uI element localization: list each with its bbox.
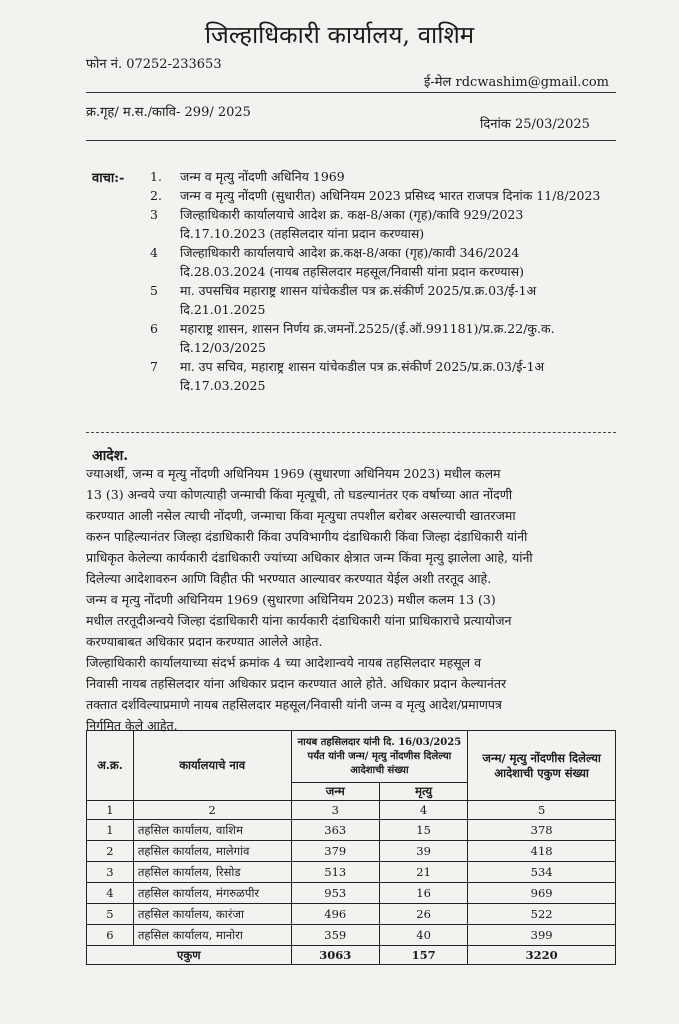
- read-label: वाचा:-: [92, 171, 125, 186]
- reference-number-label: 1.: [150, 169, 162, 184]
- paragraph-line: करुन पाहिल्यानंतर जिल्हा दंडाधिकारी किंवा उपविभागीय दंडाधिकारी किंवा जिल्हा दंडाधिकारी यांनी: [86, 529, 528, 544]
- cell-sr: 6: [87, 925, 134, 946]
- paragraph-line: निवासी नायब तहसिलदार यांना अधिकार प्रदान करण्यात आले होते. अधिकार प्रदान केल्यानंतर: [86, 676, 507, 691]
- orders-table: [86, 730, 616, 965]
- reference-number: क्र.गृह/ म.स./कावि- 299/ 2025: [86, 105, 251, 120]
- reference-line: मा. उपसचिव महाराष्ट्र शासन यांचेकडील पत्र क्र.संकीर्ण 2025/प्र.क्र.03/ई-1अ: [180, 283, 537, 298]
- paragraph-line: ज्याअर्थी, जन्म व मृत्यु नोंदणी अधिनियम 1969 (सुधारणा अधिनियम 2023) मधील कलम: [86, 466, 501, 481]
- cell-birth: 953: [291, 883, 379, 904]
- phone-number: फोन नं. 07252-233653: [86, 57, 222, 72]
- cell-total-label: एकुण: [87, 946, 292, 965]
- column-number: 3: [291, 801, 379, 820]
- paragraph-line: 13 (3) अन्वये ज्या कोणत्याही जन्माची किंवा मृत्यूची, तो घडल्यानंतर एक वर्षाच्या आत नोंदणी: [86, 487, 513, 502]
- cell-office: तहसिल कार्यालय, वाशिम: [133, 820, 291, 841]
- reference-number-label: 5: [150, 283, 158, 298]
- column-number: 5: [468, 801, 616, 820]
- email-address: ई-मेल rdcwashim@gmail.com: [424, 75, 610, 90]
- header-total: जन्म/ मृत्यु नोंदणीस दिलेल्या आदेशाची एकुण संख्या: [468, 731, 616, 801]
- table-row: [87, 862, 616, 883]
- reference-line: दि.17.10.2023 (तहसिलदार यांना प्रदान करण्यास): [180, 226, 425, 241]
- cell-death: 39: [379, 841, 467, 862]
- office-title: जिल्हाधिकारी कार्यालय, वाशिम: [204, 21, 475, 49]
- cell-death: 40: [379, 925, 467, 946]
- reference-line: दि.28.03.2024 (नायब तहसिलदार महसूल/निवासी यांना प्रदान करण्यास): [180, 264, 524, 279]
- paragraph-line: मधील तरतूदीअन्वये जिल्हा दंडाधिकारी यांना कार्यकारी दंडाधिकारी यांना प्राधिकाराचे प्रत्यायोजन: [86, 613, 512, 628]
- table-row: [87, 883, 616, 904]
- paragraph-line: जन्म व मृत्यु नोंदणी अधिनियम 1969 (सुधारणा अधिनियम 2023) मधील कलम 13 (3): [86, 592, 496, 607]
- reference-line: दि.21.01.2025: [180, 302, 266, 317]
- reference-number-label: 4: [150, 245, 158, 260]
- cell-birth: 359: [291, 925, 379, 946]
- header-sr: अ.क्र.: [87, 731, 134, 801]
- table-row: [87, 904, 616, 925]
- cell-sr: 3: [87, 862, 134, 883]
- document-date: दिनांक 25/03/2025: [480, 117, 590, 132]
- reference-line: जन्म व मृत्यु नोंदणी (सुधारीत) अधिनियम 2023 प्रसिध्द भारत राजपत्र दिनांक 11/8/2023: [180, 188, 601, 203]
- cell-birth: 363: [291, 820, 379, 841]
- paragraph-line: करण्याबाबत अधिकार प्रदान करण्यात आलेले आहेत.: [86, 634, 323, 649]
- column-number-row: [87, 801, 616, 820]
- cell-office: तहसिल कार्यालय, रिसोड: [133, 862, 291, 883]
- cell-total: 399: [468, 925, 616, 946]
- cell-grand-total: 3220: [468, 946, 616, 965]
- section-divider: [86, 432, 616, 433]
- reference-number-label: 2.: [150, 188, 162, 203]
- header-office: कार्यालयाचे नाव: [133, 731, 291, 801]
- cell-death: 21: [379, 862, 467, 883]
- reference-line: मा. उप सचिव, महाराष्ट्र शासन यांचेकडील पत्र क्र.संकीर्ण 2025/प्र.क्र.03/ई-1अ: [180, 359, 545, 374]
- reference-line: दि.12/03/2025: [180, 340, 266, 355]
- table-row: [87, 841, 616, 862]
- cell-office: तहसिल कार्यालय, मानोरा: [133, 925, 291, 946]
- paragraph-line: करण्यात आली नसेल त्याची नोंदणी, जन्माचा किंवा मृत्युचा तपशील बरोबर असल्याची खातरजमा: [86, 508, 516, 523]
- reference-number-label: 6: [150, 321, 158, 336]
- cell-death: 15: [379, 820, 467, 841]
- reference-line: महाराष्ट्र शासन, शासन निर्णय क्र.जमनों.2525/(ई.ऑ.991181)/प्र.क्र.22/कु.क.: [180, 321, 555, 336]
- header-issued-group: नायब तहसिलदार यांनी दि. 16/03/2025 पर्यंत यांनी जन्म/ मृत्यु नोंदणीस दिलेल्या आदेशाची संख्या: [291, 731, 468, 783]
- reference-item: [150, 243, 650, 281]
- cell-sr: 5: [87, 904, 134, 925]
- reference-list: [150, 167, 650, 395]
- cell-office: तहसिल कार्यालय, मालेगांव: [133, 841, 291, 862]
- header-death: मृत्यु: [379, 783, 467, 801]
- cell-office: तहसिल कार्यालय, मंगरुळपीर: [133, 883, 291, 904]
- column-number: 1: [87, 801, 134, 820]
- cell-sr: 1: [87, 820, 134, 841]
- reference-line: जिल्हाधिकारी कार्यालयाचे आदेश क्र.कक्ष-8/अका (गृह)/कावी 346/2024: [180, 245, 520, 260]
- reference-number-label: 7: [150, 359, 158, 374]
- reference-line: जिल्हाधिकारी कार्यालयाचे आदेश क्र. कक्ष-8/अका (गृह)/कावि 929/2023: [180, 207, 524, 222]
- column-number: 2: [133, 801, 291, 820]
- column-number: 4: [379, 801, 467, 820]
- cell-total: 418: [468, 841, 616, 862]
- cell-total: 969: [468, 883, 616, 904]
- reference-line: दि.17.03.2025: [180, 378, 266, 393]
- order-paragraph-3: [86, 652, 616, 736]
- table-row: [87, 820, 616, 841]
- cell-death: 26: [379, 904, 467, 925]
- reference-number-label: 3: [150, 207, 158, 222]
- paragraph-line: जिल्हाधिकारी कार्यालयाच्या संदर्भ क्रमांक 4 च्या आदेशान्वये नायब तहसिलदार महसूल व: [86, 655, 482, 670]
- cell-office: तहसिल कार्यालय, कारंजा: [133, 904, 291, 925]
- table-body: [87, 801, 616, 965]
- reference-item: [150, 205, 650, 243]
- cell-birth: 513: [291, 862, 379, 883]
- cell-total-birth: 3063: [291, 946, 379, 965]
- cell-total: 534: [468, 862, 616, 883]
- totals-row: [87, 946, 616, 965]
- cell-death: 16: [379, 883, 467, 904]
- reference-item: [150, 281, 650, 319]
- order-paragraph-1: [86, 463, 616, 589]
- paragraph-line: निर्गमित केले आहेत.: [86, 718, 178, 733]
- paragraph-line: दिलेल्या आदेशावरुन आणि विहीत फी भरण्यात आल्यावर करण्यात येईल अशी तरतूद आहे.: [86, 571, 492, 586]
- reference-item: [150, 186, 650, 205]
- table-row: [87, 925, 616, 946]
- order-heading: आदेश.: [92, 448, 129, 464]
- cell-total: 522: [468, 904, 616, 925]
- reference-line: जन्म व मृत्यु नोंदणी अधिनिय 1969: [180, 169, 345, 184]
- paragraph-line: प्राधिकृत केलेल्या कार्यकारी दंडाधिकारी ज्यांच्या अधिकार क्षेत्रात जन्म किंवा मृत्यु झालेला आहे, यांनी: [86, 550, 533, 565]
- cell-sr: 2: [87, 841, 134, 862]
- cell-birth: 379: [291, 841, 379, 862]
- header-birth: जन्म: [291, 783, 379, 801]
- cell-sr: 4: [87, 883, 134, 904]
- cell-birth: 496: [291, 904, 379, 925]
- reference-item: [150, 319, 650, 357]
- reference-item: [150, 167, 650, 186]
- reference-item: [150, 357, 650, 395]
- header-divider: [86, 92, 616, 93]
- cell-total-death: 157: [379, 946, 467, 965]
- cell-total: 378: [468, 820, 616, 841]
- order-paragraph-2: [86, 589, 616, 652]
- reference-divider: [86, 140, 616, 141]
- paragraph-line: तक्तात दर्शविल्याप्रमाणे नायब तहसिलदार महसूल/निवासी यांनी जन्म व मृत्यु आदेश/प्रमाणपत्र: [86, 697, 502, 712]
